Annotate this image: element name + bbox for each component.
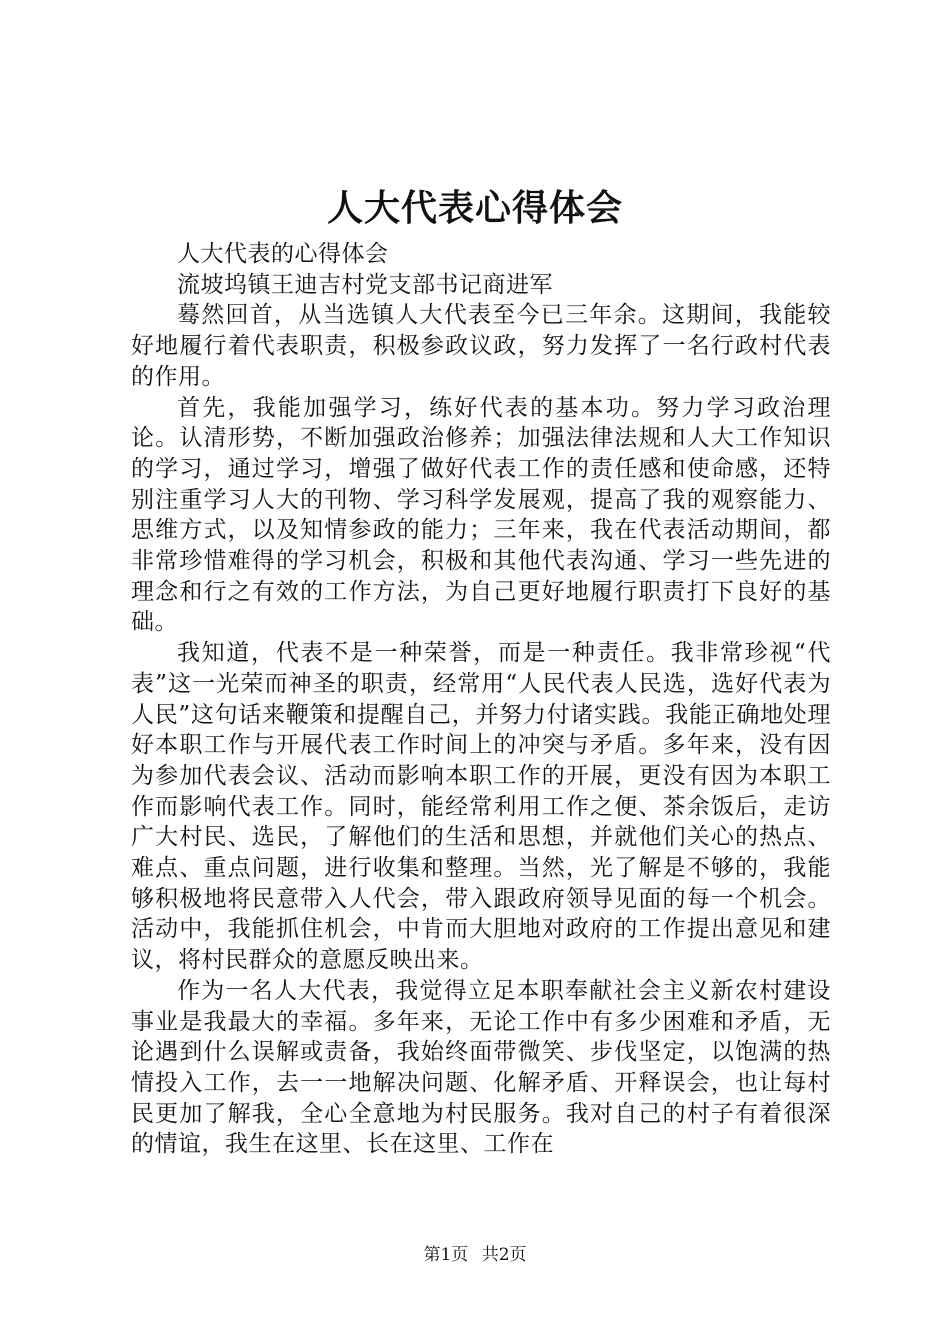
paragraph-dedication: 作为一名人大代表，我觉得立足本职奉献社会主义新农村建设事业是我最大的幸福。多年来，无论工作中有多少困难和矛盾，无论遇到什么误解或责备，我始终面带微笑、步伐坚定，以饱满的热情投入工作，去一一地解决问题、化解矛盾、开释误会，也让每村民更加了解我，全心全意地为村民服务。我对自己的村子有着很深的情谊，我生在这里、长在这里、工作在 [131,977,831,1158]
page-footer [0,1243,950,1267]
document-body [131,239,831,1160]
paragraph-author: 流坡坞镇王迪吉村党支部书记商进军 [177,271,553,298]
page-number-total: 共2页 [481,1245,527,1265]
page-number-current: 第1页 [423,1245,469,1265]
paragraph-intro: 蓦然回首，从当选镇人大代表至今已三年余。这期间，我能较好地履行着代表职责，积极参政议政，努力发挥了一名行政村代表的作用。 [131,302,831,390]
paragraph-subtitle: 人大代表的心得体会 [177,241,389,267]
paragraph-study: 首先，我能加强学习，练好代表的基本功。努力学习政治理论。认清形势，不断加强政治修养；加强法律法规和人大工作知识的学习，通过学习，增强了做好代表工作的责任感和使命感，还特别注重学习人大的刊物、学习科学发展观，提高了我的观察能力、思维方式，以及知情参政的能力；三年来，我在代表活动期间，都非常珍惜难得的学习机会，积极和其他代表沟通、学习一些先进的理念和行之有效的工作方法，为自己更好地履行职责打下良好的基础。 [131,394,831,636]
document-title: 人大代表心得体会 [326,187,623,229]
paragraph-responsibility: 我知道，代表不是一种荣誉，而是一种责任。我非常珍视“代表”这一光荣而神圣的职责，经常用“人民代表人民选，选好代表为人民”这句话来鞭策和提醒自己，并努力付诸实践。我能正确地处理好本职工作与开展代表工作时间上的冲突与矛盾。多年来，没有因为参加代表会议、活动而影响本职工作的开展，更没有因为本职工作而影响代表工作。同时，能经常利用工作之便、茶余饭后，走访广大村民、选民，了解他们的生活和思想，并就他们关心的热点、难点、重点问题，进行收集和整理。当然，光了解是不够的，我能够积极地将民意带入人代会，带入跟政府领导见面的每一个机会。活动中，我能抓住机会，中肯而大胆地对政府的工作提出意见和建议，将村民群众的意愿反映出来。 [131,640,831,974]
